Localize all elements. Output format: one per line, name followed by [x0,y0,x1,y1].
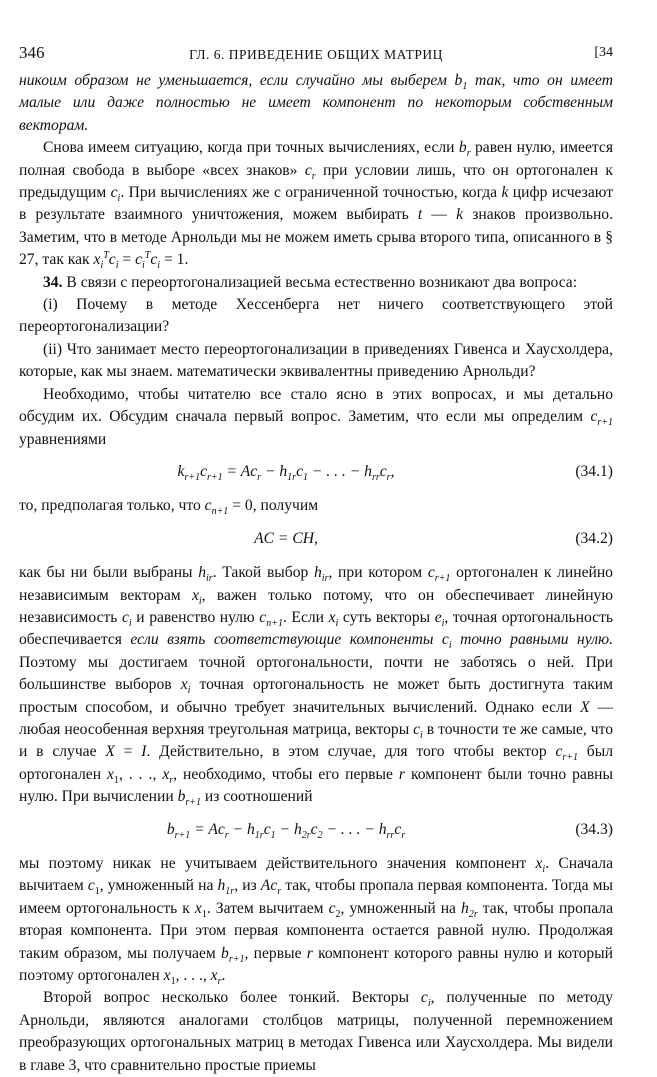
section-ref: [34 [594,45,613,60]
chapter-title: ГЛ. 6. ПРИВЕДЕНИЕ ОБЩИХ МАТРИЦ [189,47,443,62]
paragraph: (ii) Что занимает место переортогонализации в приведениях Гивенса и Хаусхолдера, которые, как мы знаем. математически эквивалентны приведению Арнольди? [19,340,613,381]
equation [19,528,613,550]
equation-body: $b_{r+1} = Ac_r - h_{1r}c_1 - h_{2r}c_2$ − . . . − $h_{rr}c_r$ [166,820,406,841]
paragraph: Второй вопрос несколько более тонкий. Векторы $c_i$, полученные по методу Арнольди, являются аналогами столбцов матрицы, полученной перемножением преобразующих ортогональных матриц в методах Гивенса или Хаусхолдера. Мы видели в главе 3, что сравнительно простые приемы [19,989,613,1074]
equation-number: (34.3) [575,820,613,838]
equation [19,461,613,483]
page-body [19,70,613,1077]
equation-body: AC = CH, [254,529,318,547]
paragraph: мы поэтому никак не учитываем действительного значения компонент $x_i$. Сначала вычитаем $c_1$, умноженный на $h_{1r}$, из $Ac_r$ так, чтобы пропала первая компонента. Тогда мы имеем ортогональность к $x_1$. Затем вычитаем $c_2$, умноженный на $h_{2r}$ так, чтобы пропала вторая компонента. При этом первая компонента остается равной нулю. Продолжая таким образом, мы получаем $b_{r+1}$, первые r компонент которого равны нулю и который поэтому ортогонален $x_1$, . . ., $x_r$. [19,854,613,988]
paragraph: (i) Почему в методе Хессенберга нет ничего соответствующего этой переортогонализации? [19,296,613,336]
paragraph: Снова имеем ситуацию, когда при точных вычислениях, если $b_r$ равен нулю, имеется полная свобода в выборе «всех знаков» $c_r$ при условии лишь, что он ортогонален к предыдущим $c_i$. При вычислениях же с ограниченной точностью, когда k цифр исчезают в результате взаимного уничтожения, можем выбирать t — k знаков произвольно. Заметим, что в методе Арнольди мы не можем иметь срыва второго типа, описанного в § 27, так как $x_i^Tc_i = c_i^Tc_i = 1$. [19,139,614,272]
equation-number: (34.2) [575,529,613,547]
paragraph: то, предполагая только, что $c_{n+1} = 0$, получим [19,497,319,518]
page-number: 346 [19,43,45,62]
equation-body: $k_{r+1}c_{r+1} = Ac_r - h_{1r}c_1$ − . . . − $h_{rr}c_r$, [177,462,395,484]
equation-number: (34.1) [575,462,613,480]
equation [19,819,613,841]
paragraph: Необходимо, чтобы читателю все стало ясно в этих вопросах, и мы детально обсудим их. Обсудим сначала первый вопрос. Заметим, что если мы определим $c_{r+1}$ уравнениями [19,385,613,448]
paragraph: никоим образом не уменьшается, если случайно мы выберем $b_1$ так, что он имеет малые или даже полностью не имеет компонент по некоторым собственным векторам. [19,72,613,134]
paragraph: как бы ни были выбраны $h_{ir}$. Такой выбор $h_{ir}$, при котором $c_{r+1}$ ортогонален к линейно независимым векторам $x_i$, важен только потому, что он обеспечивает линейную независимость $c_i$ и равенство нулю $c_{n+1}$. Если $x_i$ суть векторы $e_i$, точная ортогональность обеспечивается если взять соответствующие компоненты $c_i$ точно равными нулю. Поэтому мы достигаем точной ортогональности, почти не заботясь о ней. При большинстве выборов $x_i$ точная ортогональность не может быть достигнута таким простым способом, и обычно требует значительных вычислений. Однако если X — любая неособенная верхняя треугольная матрица, векторы $c_i$ в точности те же самые, что и в случае X = I. Действительно, в этом случае, для того чтобы вектор $c_{r+1}$ был ортогонален $x_1$, . . ., $x_r$, необходимо, чтобы его первые r компонент были точно равны нулю. При вычислении $b_{r+1}$ из соотношений [19,564,614,809]
running-header [19,42,613,64]
paragraph: 34. В связи с переортогонализацией весьма естественно возникают два вопроса: [43,273,578,291]
